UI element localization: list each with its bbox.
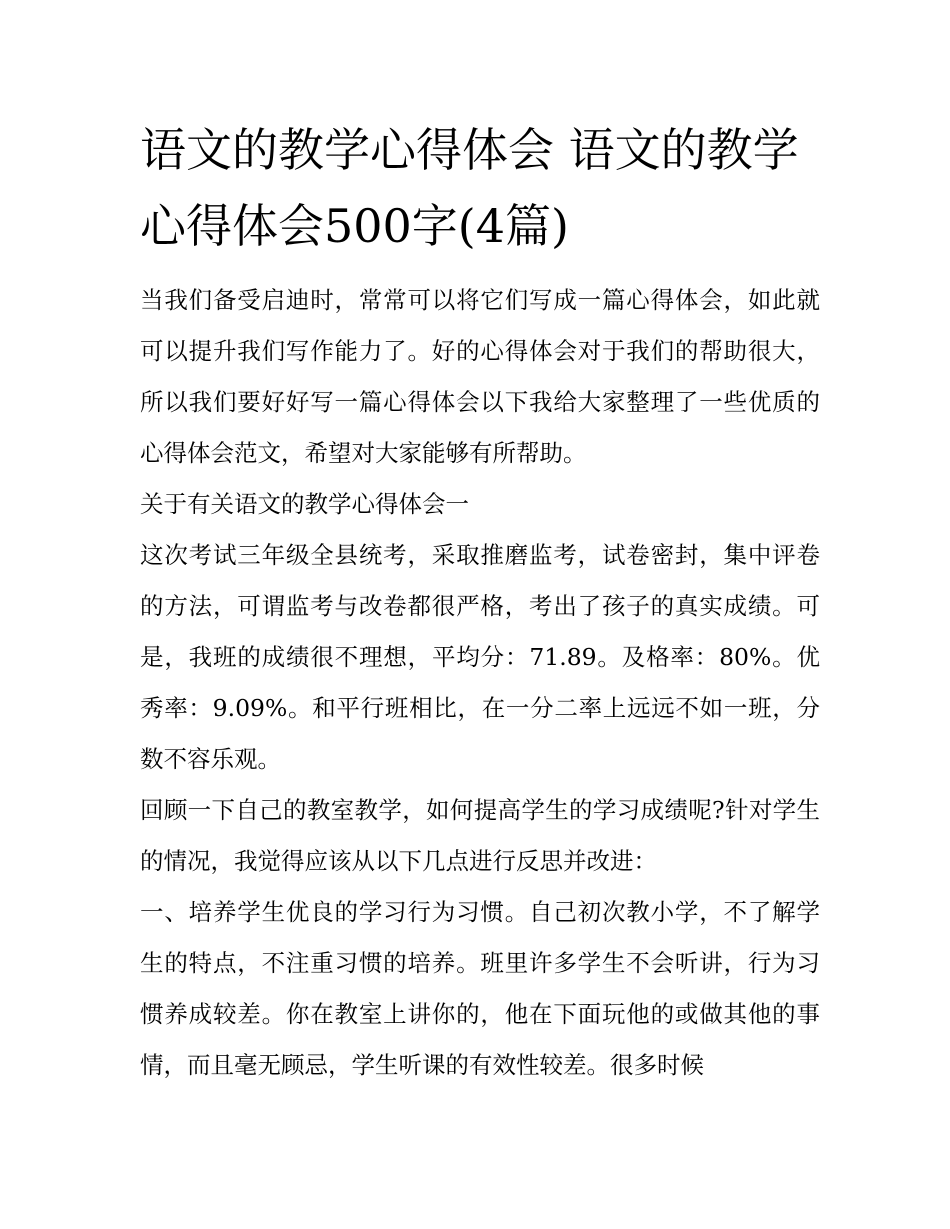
exam-paragraph: 这次考试三年级全县统考，采取推磨监考，试卷密封，集中评卷的方法，可谓监考与改卷都很严格，考出了孩子的真实成绩。可是，我班的成绩很不理想，平均分：71.89。及格率：80%。优秀率：9.09%。和平行班相比，在一分二率上远远不如一班，分数不容乐观。	[140, 541, 820, 773]
section-heading: 关于有关语文的教学心得体会一	[140, 490, 469, 518]
document-body	[140, 275, 820, 1091]
document-title: 语文的教学心得体会 语文的教学心得体会500字(4篇)	[140, 123, 799, 253]
reflection-paragraph: 回顾一下自己的教室教学，如何提高学生的学习成绩呢?针对学生的情况，我觉得应该从以下几点进行反思并改进：	[140, 796, 820, 875]
intro-paragraph: 当我们备受启迪时，常常可以将它们写成一篇心得体会，如此就可以提升我们写作能力了。好的心得体会对于我们的帮助很大，所以我们要好好写一篇心得体会以下我给大家整理了一些优质的心得体会范文，希望对大家能够有所帮助。	[140, 286, 820, 467]
habits-paragraph: 一、培养学生优良的学习行为习惯。自己初次教小学，不了解学生的特点，不注重习惯的培养。班里许多学生不会听讲，行为习惯养成较差。你在教室上讲你的，他在下面玩他的或做其他的事情，而且毫无顾忌，学生听课的有效性较差。很多时候	[140, 898, 820, 1079]
